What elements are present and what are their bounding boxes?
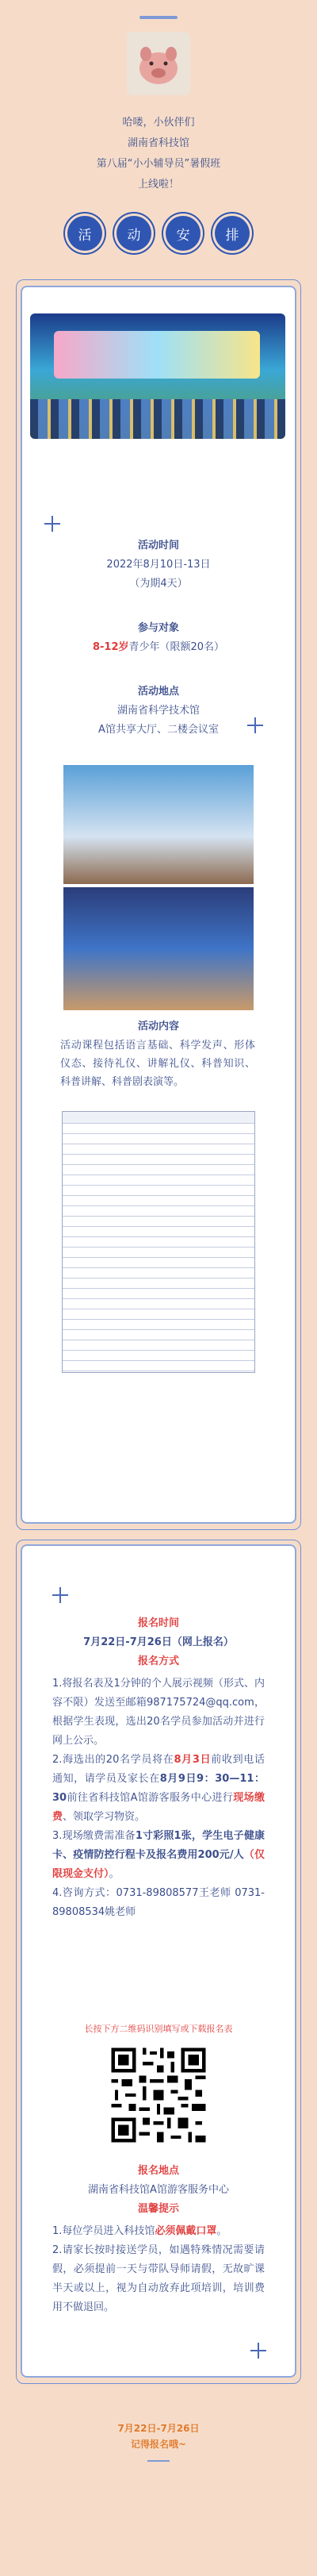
content-text: 活动课程包括语言基础、科学发声、形体仪态、接待礼仪、讲解礼仪、科普知识、科普讲解、科普剧表演等。 (60, 1040, 255, 1088)
target-title: 参与对象 (137, 622, 179, 634)
intro-line: 上线啦！ (137, 179, 179, 190)
pig-mascot-icon (127, 32, 190, 95)
step3-text: 3.现场缴费需准备 (52, 1830, 136, 1842)
signup-time-section (21, 1614, 296, 1671)
table-row (63, 1227, 254, 1237)
table-row (63, 1196, 254, 1206)
content-title: 活动内容 (137, 1021, 179, 1032)
class-photo-2 (63, 887, 254, 1010)
table-row (63, 1155, 254, 1165)
place-line2: A馆共享大厅、二楼会议室 (98, 724, 219, 736)
step2-time: 8月9日9：30—11：30 (52, 1773, 265, 1804)
table-row (63, 1361, 254, 1371)
target-value (21, 638, 296, 657)
intro-block (0, 113, 317, 195)
table-row (63, 1124, 254, 1134)
signup-steps (52, 1674, 265, 1922)
tips-block (52, 2222, 265, 2317)
activity-circles (0, 216, 317, 251)
signup-step-2 (52, 1751, 265, 1827)
table-row (63, 1320, 254, 1330)
hero-banner (54, 331, 260, 379)
table-row (63, 1289, 254, 1299)
step2-text: 2.海选出的20名学员将在 (52, 1754, 174, 1766)
circle-huo: 活 (67, 216, 102, 251)
time-note: （为期4天） (129, 578, 188, 590)
step2-pay: 现场缴费 (52, 1792, 265, 1823)
time-value: 2022年8月10日-13日 (106, 559, 211, 571)
intro-line: 第八届“小小辅导员”暑假班 (96, 158, 221, 170)
signup-place-value: 湖南省科技馆A馆游客服务中心 (88, 2184, 229, 2196)
step2-text: 、领取学习物资。 (63, 1811, 146, 1823)
table-row (63, 1175, 254, 1186)
mascot-avatar (127, 32, 190, 95)
table-row (63, 1268, 254, 1278)
step2-text: 前收到电话通知，请学员及家长在 (52, 1754, 265, 1785)
circle-an: 安 (166, 216, 201, 251)
tip1-mask: 必须佩戴口罩 (155, 2225, 217, 2237)
footer-date: 7月22日-7月26日 (117, 2423, 200, 2434)
signup-qr-code[interactable] (108, 2044, 209, 2146)
hero-photo (30, 313, 285, 439)
signup-time-value: 7月22日-7月26日（网上报名） (83, 1636, 234, 1648)
signup-place-title: 报名地点 (137, 2165, 179, 2177)
intro-line: 湖南省科技馆 (127, 137, 189, 149)
table-row (63, 1340, 254, 1351)
circle-pai: 排 (215, 216, 250, 251)
table-row (63, 1237, 254, 1248)
step2-date: 8月3日 (174, 1754, 212, 1766)
step3-text: 。 (109, 1868, 120, 1880)
table-row (63, 1330, 254, 1340)
table-row (63, 1309, 254, 1320)
tip-2: 2.请家长按时接送学员，如遇特殊情况需要请假，必须提前一天与带队导师请假，无故旷课半天或以上，视为自动放弃此项培训，培训费用不做退回。 (52, 2244, 265, 2313)
place-section (21, 682, 296, 740)
qr-hint: 长按下方二维码识别填写或下载报名表 (84, 2024, 233, 2034)
intro-line: 哈喽，小伙伴们 (122, 117, 195, 129)
target-rest: 青少年（限额20名） (128, 641, 225, 653)
tip-1 (52, 2222, 265, 2241)
table-row (63, 1186, 254, 1196)
qr-code-icon (108, 2044, 209, 2146)
step3-cash: （仅限现金支付） (52, 1849, 265, 1880)
footer-divider (147, 2460, 170, 2462)
table-row (63, 1165, 254, 1175)
table-row (63, 1248, 254, 1258)
top-divider (139, 16, 178, 19)
time-section (21, 536, 296, 594)
signup-step-1: 1.将报名表及1分钟的个人展示视频（形式、内容不限）发送至邮箱987175724@qq.com，根据学生表现，选出20名学员参加活动并进行网上公示。 (52, 1678, 265, 1747)
class-photo-1 (63, 765, 254, 884)
signup-step-4: 4.咨询方式：0731-89808577王老师 0731-89808534姚老师 (52, 1887, 265, 1918)
place-line1: 湖南省科学技术馆 (116, 705, 200, 717)
cross-decoration-icon (250, 2343, 266, 2359)
hero-people (30, 399, 285, 439)
signup-time-title: 报名时间 (137, 1617, 179, 1629)
step2-text: 前往省科技馆A馆游客服务中心进行 (67, 1792, 234, 1804)
place-title: 活动地点 (137, 686, 179, 698)
time-title: 活动时间 (137, 540, 179, 552)
table-row (63, 1144, 254, 1155)
table-row (63, 1299, 254, 1309)
content-section (21, 1017, 296, 1036)
tip1-text: 1.每位学员进入科技馆 (52, 2225, 155, 2237)
table-row (63, 1134, 254, 1144)
footer-reminder (0, 2420, 317, 2452)
signup-method-title: 报名方式 (137, 1655, 179, 1667)
schedule-table-image (62, 1111, 255, 1373)
signup-place-section (21, 2162, 296, 2219)
table-row (63, 1217, 254, 1227)
signup-step-3 (52, 1827, 265, 1884)
circle-dong: 动 (116, 216, 151, 251)
table-row (63, 1206, 254, 1217)
table-row (63, 1278, 254, 1289)
step3-items: 1寸彩照1张，学生电子健康卡、疫情防控行程卡及报名费用200元/人 (52, 1830, 265, 1861)
tip1-text: 。 (216, 2225, 227, 2237)
cross-decoration-icon (44, 516, 60, 532)
footer-note: 记得报名哦~ (130, 2439, 187, 2450)
target-age: 8-12岁 (92, 641, 129, 653)
table-header (63, 1112, 254, 1124)
target-section (21, 619, 296, 657)
cross-decoration-icon (52, 1587, 68, 1603)
tips-title: 温馨提示 (137, 2203, 179, 2215)
table-row (63, 1258, 254, 1268)
table-row (63, 1351, 254, 1361)
